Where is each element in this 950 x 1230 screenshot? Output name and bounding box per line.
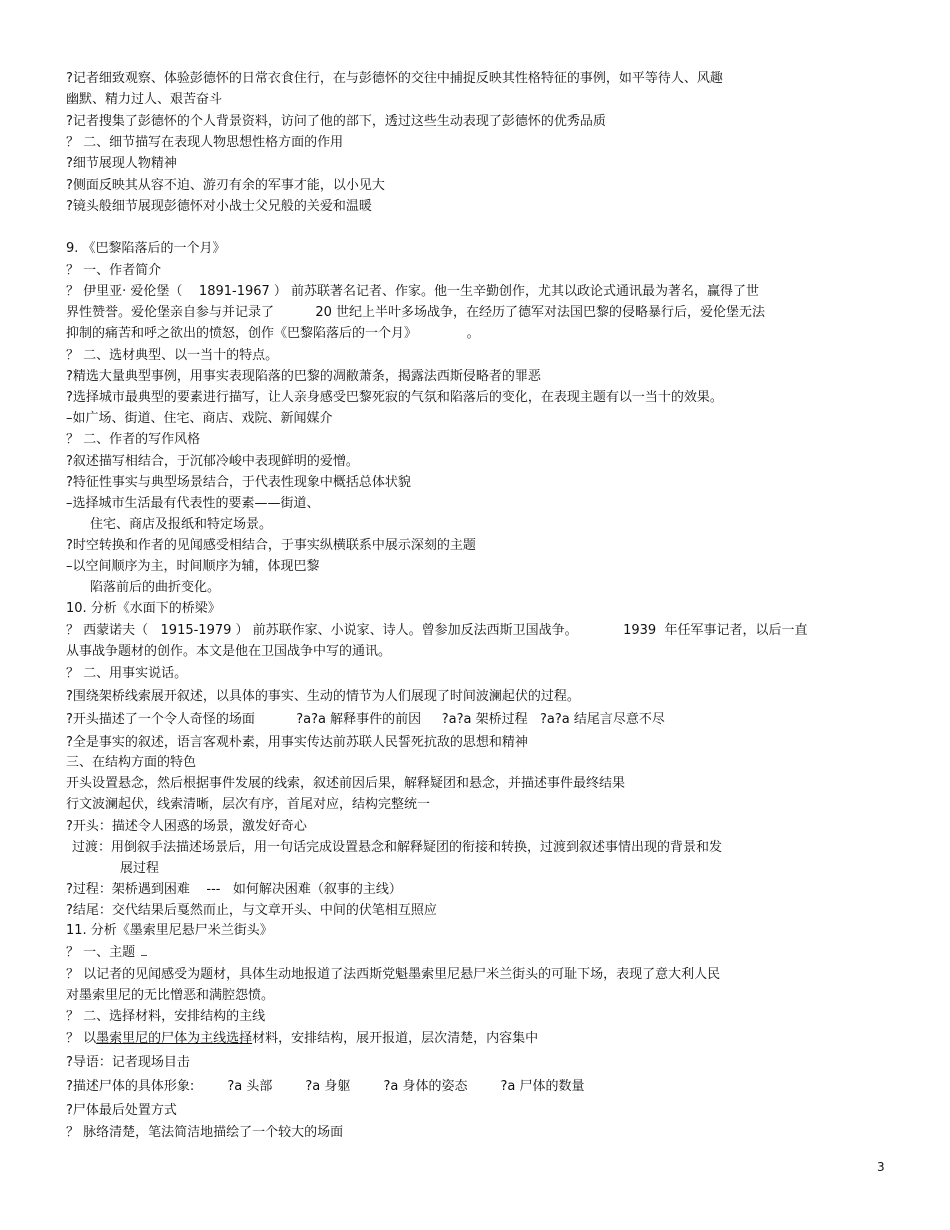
article-title: 11. 分析《墨索里尼悬尸米兰街头》 [66,923,273,938]
text-line: ?选择城市最典型的要素进行描写，让人亲身感受巴黎死寂的气氛和陷落后的变化，在表现主题有以一当十的效果。 [66,390,723,405]
article-title: 10. 分析《水面下的桥梁》 [66,601,221,616]
underlined-text: 墨索里尼的尸体为主线选择 [96,1031,253,1046]
text-line: ?全是事实的叙述，语言客观朴素，用事实传达前苏联人民誓死抗敌的思想和精神 [66,735,528,750]
text-line: 幽默、精力过人、艰苦奋斗 [66,92,223,107]
cursor-mark [141,954,147,956]
text-line: ?精选大量典型事例，用事实表现陷落的巴黎的凋敝萧条，揭露法西斯侵略者的罪恶 [66,369,541,384]
text-line: 展过程 [120,861,160,876]
section-heading: ？ 二、作者的写作风格 [66,432,201,447]
text-line: 从事战争题材的创作。本文是他在卫国战争中写的通讯。 [66,644,392,659]
text-line: –选择城市生活最有代表性的要素——街道、 [66,496,320,511]
text-line: ?结尾：交代结果后戛然而止，与文章开头、中间的伏笔相互照应 [66,903,437,918]
text-line: ?记者细致观察、体验彭德怀的日常衣食住行，在与彭德怀的交往中捕捉反映其性格特征的事例，如平等待人、风趣 [66,71,723,86]
text-line: ?侧面反映其从容不迫、游刃有余的军事才能，以小见大 [66,178,385,193]
text-line: 抑制的痛苦和呼之欲出的愤怒，创作《巴黎陷落后的一个月》 。 [66,326,480,341]
text-line: ?叙述描写相结合，于沉郁冷峻中表现鲜明的爱憎。 [66,454,359,469]
section-heading: ？ 二、用事实说话。 [66,666,188,681]
text-line: ?开头描述了一个令人奇怪的场面 ?a?a 解释事件的前因 ?a?a 架桥过程 ?a?a 结尾言尽意不尽 [66,712,665,727]
text-line: ?开头：描述令人困惑的场景，激发好奇心 [66,819,307,834]
section-heading: ？ 二、选择材料，安排结构的主线 [66,1009,266,1024]
text-line: ？ 西蒙诺夫（ 1915-1979 ） 前苏联作家、小说家、诗人。曾参加反法西斯卫国战争。 1939 年任军事记者，以后一直 [66,623,808,638]
text-line: 住宅、商店及报纸和特定场景。 [90,517,273,532]
text-line: ?尸体最后处置方式 [66,1103,177,1118]
text-line [66,1030,538,1048]
section-heading: ？ 一、作者简介 [66,263,162,278]
text-line: ?镜头般细节展现彭德怀对小战士父兄般的关爱和温暖 [66,199,372,214]
text-line: ?记者搜集了彭德怀的个人背景资料，访问了他的部下，透过这些生动表现了彭德怀的优秀品质 [66,114,606,129]
section-heading: ？ 二、选材典型、以一当十的特点。 [66,348,279,363]
text-line: 行文波澜起伏，线索清晰，层次有序，首尾对应，结构完整统一 [66,797,431,812]
text-span: ？ 以 [66,1031,97,1046]
text-line: ?围绕架桥线索展开叙述，以具体的事实、生动的情节为人们展现了时间波澜起伏的过程。 [66,689,580,704]
text-line: ?过程：架桥遇到困难 --- 如何解决困难（叙事的主线） [66,882,402,897]
text-line: ？ 脉络清楚，笔法简洁地描绘了一个较大的场面 [66,1125,344,1140]
text-line: –以空间顺序为主，时间顺序为辅，体现巴黎 [66,559,320,574]
text-line: 过渡：用倒叙手法描述场景后，用一句话完成设置悬念和解释疑团的衔接和转换，过渡到叙述事情出现的背景和发 [72,840,723,855]
text-line: 开头设置悬念，然后根据事件发展的线索，叙述前因后果，解释疑团和悬念，并描述事件最终结果 [66,776,626,791]
text-line: ?描述尸体的具体形象: ?a 头部 ?a 身躯 ?a 身体的姿态 ?a 尸体的数量 [66,1079,585,1094]
section-heading [66,944,147,962]
section-heading-text: ？ 一、主题 [66,945,136,960]
article-title: 9. 《巴黎陷落后的一个月》 [66,241,226,256]
text-line: ?时空转换和作者的见闻感受相结合，于事实纵横联系中展示深刻的主题 [66,538,476,553]
text-line: 界性赞誉。爱伦堡亲自参与并记录了 20 世纪上半叶多场战争，在经历了德军对法国巴黎的侵略暴行后，爱伦堡无法 [66,305,765,320]
text-line: 对墨索里尼的无比憎恶和满腔怨愤。 [66,988,275,1003]
section-heading: 三、在结构方面的特色 [66,755,197,770]
text-line: ?导语：记者现场目击 [66,1055,190,1070]
text-span: 材料，安排结构，展开报道，层次清楚，内容集中 [252,1031,539,1046]
text-line: 陷落前后的曲折变化。 [90,580,221,595]
text-line: –如广场、街道、住宅、商店、戏院、新闻媒介 [66,411,333,426]
text-line: ？ 伊里亚· 爱伦堡（ 1891-1967 ） 前苏联著名记者、作家。他一生辛勤创作，尤其以政论式通讯最为著名，赢得了世 [66,284,760,299]
section-heading: ？ 二、细节描写在表现人物思想性格方面的作用 [66,135,344,150]
page-number: 3 [877,1160,885,1174]
text-line: ?特征性事实与典型场景结合，于代表性现象中概括总体状貌 [66,475,411,490]
text-line: ?细节展现人物精神 [66,156,177,171]
text-line: ？ 以记者的见闻感受为题材，具体生动地报道了法西斯党魁墨索里尼悬尸米兰街头的可耻下场，表现了意大利人民 [66,967,721,982]
